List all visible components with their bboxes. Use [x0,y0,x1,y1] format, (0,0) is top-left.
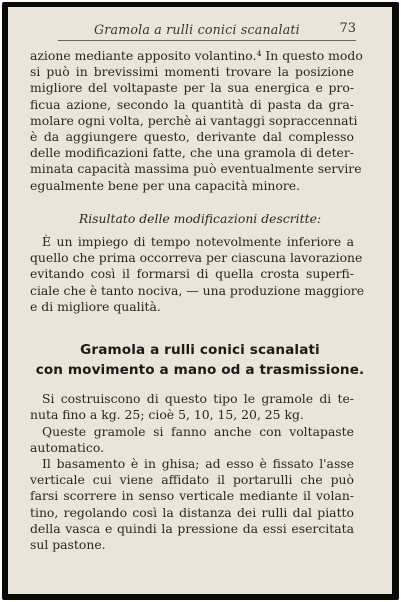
text-line: automatico. [30,440,105,456]
section-title [8,340,392,380]
running-title: Gramola a rulli conici scanalati [94,22,300,37]
text-line: e di migliore qualità. [30,298,161,314]
text-line: minata capacità massima può eventualmente servire [30,161,362,177]
text-line: Queste gramole si fanno anche con voltapaste [42,424,354,439]
base-paragraph [30,456,354,553]
automatic-paragraph [30,424,354,456]
page-number: 73 [339,21,356,36]
text-line: egualmente bene per una capacità minore. [30,177,301,193]
text-line: sul pastone. [30,536,106,552]
text-line: delle modificazioni fatte, che una gramola di deter- [30,145,354,161]
text-line: ficua azione, secondo la quantità di pasta da gra- [30,96,354,112]
text-line: farsi scorrere in senso verticale mediante il volan- [30,488,354,504]
text-line: molare ogni volta, perchè ai vantaggi sopraccennati [30,112,358,128]
text-line: azione mediante apposito volantino.⁴ In questo modo [30,48,363,63]
text-line: Si costruiscono di questo tipo le gramole di te- [42,391,354,406]
text-line: si può in brevissimi momenti trovare la posizione [30,64,354,80]
results-subheading: Risultato delle modificazioni descritte: [78,211,322,226]
results-paragraph [30,234,365,315]
text-line: quello che prima occorreva per ciascuna lavorazione [30,250,363,266]
paragraph-continuation [30,48,363,194]
section-title-line: Gramola a rulli conici scanalati [80,342,320,358]
book-page [8,7,392,594]
models-paragraph [30,391,354,423]
text-line: nuta fino a kg. 25; cioè 5, 10, 15, 20, 25 kg. [30,407,304,423]
page-header [58,20,356,41]
text-line: della vasca e quindi la pressione da essi esercitata [30,520,354,536]
text-line: ciale che è tanto nociva, — una produzione maggiore [30,282,365,298]
text-line: evitando così il formarsi di quella crosta superfi- [30,266,354,282]
text-line: è da aggiungere questo, derivante dal complesso [30,128,354,144]
section-title-line: con movimento a mano od a trasmissione. [35,362,365,378]
text-line: verticale cui viene affidato il portarulli che può [30,472,354,488]
text-line: Il basamento è in ghisa; ad esso è fissato l'asse [42,456,354,471]
text-line: È un impiego di tempo notevolmente inferiore a [42,234,354,249]
text-line: tino, regolando così la distanza dei rulli dal piatto [30,504,354,520]
text-line: migliore del voltapaste per la sua energica e pro- [30,80,354,96]
